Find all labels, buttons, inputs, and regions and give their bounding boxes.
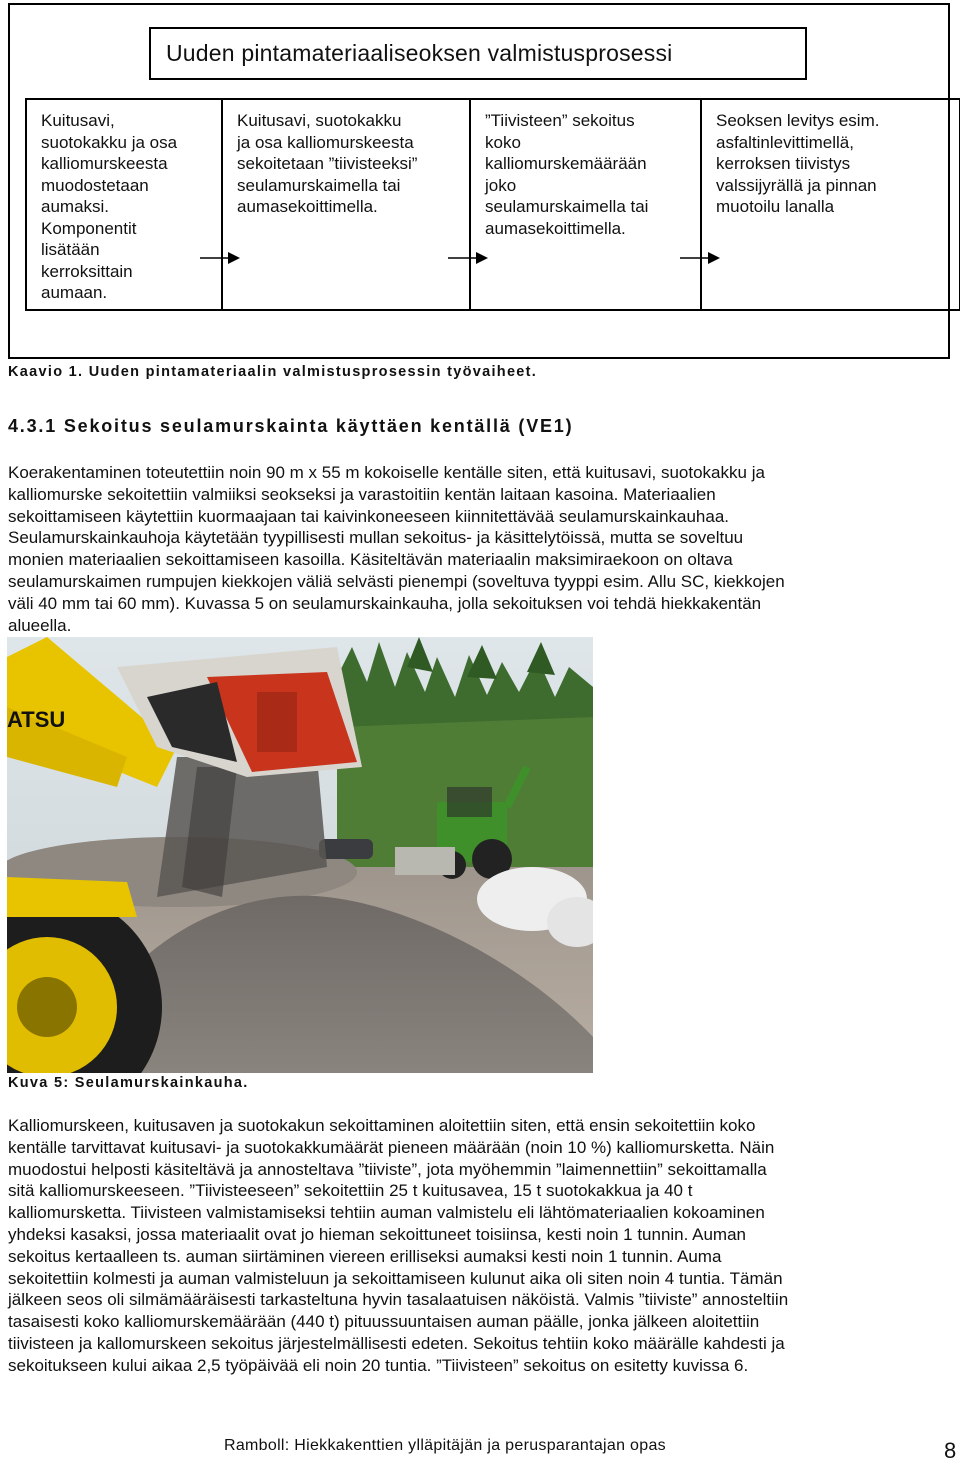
step-2-line: Kuitusavi, suotokakku	[237, 111, 402, 130]
step-4-line: asfaltinlevittimellä,	[716, 132, 854, 152]
paragraph-line: jälkeen seos oli silmämääräisesti tarkasteltuna hyvin tasalaatuisen näköistä. Valmis ”tiiviste” annosteltiin	[8, 1290, 789, 1310]
step-1-line: aumaksi.	[41, 197, 110, 216]
paragraph-line: monien materiaalien sekoittamiseen kasoilla. Käsiteltävän materiaalin maksimiraekoon on oltava	[8, 550, 733, 570]
step-1-line: aumaan.	[41, 283, 108, 302]
step-3-line: seulamurskaimella tai	[485, 197, 649, 216]
step-1-line: Komponentit	[41, 218, 137, 238]
section-heading: 4.3.1 Sekoitus seulamurskainta käyttäen kentällä (VE1)	[8, 416, 574, 436]
step-4-line: muotoilu lanalla	[716, 197, 835, 216]
step-1-line: kalliomurskeesta	[41, 154, 168, 173]
step-2-line: ja osa kalliomurskeesta	[237, 132, 414, 152]
loader-brand: ATSU	[7, 707, 66, 732]
process-diagram	[8, 3, 950, 359]
step-3-line: aumasekoittimella.	[485, 218, 626, 238]
step-3	[469, 100, 702, 309]
step-2	[221, 100, 471, 309]
step-1-line: Kuitusavi,	[41, 111, 115, 130]
paragraph-line: alueella.	[8, 615, 72, 635]
paragraph-line: Kalliomurskeen, kuitusaven ja suotokakun sekoittaminen aloitettiin siten, että ensin sekoitettiin koko	[8, 1116, 756, 1135]
flow-arrow-icon	[200, 251, 240, 265]
step-1-line: suotokakku ja osa	[41, 132, 178, 152]
paragraph-line: väli 40 mm tai 60 mm). Kuvassa 5 on seulamurskainkauha, jolla sekoituksen voi tehdä hiekkakentän	[8, 593, 762, 613]
step-3-line: kalliomurskemäärään	[485, 154, 647, 173]
paragraph-1	[8, 462, 952, 636]
step-2-line: seulamurskaimella tai	[237, 175, 401, 195]
paragraph-line: kalliomurske sekoitettiin valmiiksi seokseksi ja varastoitiin kentän laitaan kasoina. Materiaalien	[8, 484, 716, 504]
diagram-caption: Kaavio 1. Uuden pintamateriaalin valmistusprosessin työvaiheet.	[8, 364, 538, 380]
flow-arrow-icon	[448, 251, 488, 265]
step-4-line: kerroksen tiivistys	[716, 154, 851, 173]
step-3-line: joko	[485, 175, 517, 195]
paragraph-line: Koerakentaminen toteutettiin noin 90 m x 55 m kokoiselle kentälle siten, että kuitusavi, suotokakku ja	[8, 463, 765, 482]
step-2-line: aumasekoittimella.	[237, 197, 378, 216]
flow-arrow-icon	[680, 251, 720, 265]
paragraph-line: tasaisesti koko kalliomurskemäärään (440 t) pituussuuntaisen auman päälle, jonka jälkeen aloitettiin	[8, 1312, 760, 1332]
paragraph-line: Seulamurskainkauhoja käytetään tyypillisesti mullan sekoitus- ja käsittelytöissä, mutta se soveltuu	[8, 528, 744, 548]
paragraph-2	[8, 1115, 952, 1377]
paragraph-line: tiivisteen ja kallomurskeen sekoitus järjestelmällisesti edeten. Sekoitus tehtiin koko määrälle kahdesti ja	[8, 1333, 785, 1353]
step-1-line: muodostetaan	[41, 175, 149, 195]
screening-bucket-photo	[7, 637, 593, 1073]
paragraph-line: muodostui helposti käsiteltävä ja annosteltava ”tiiviste”, jota myöhemmin ”laimennettiin” sekoittamalla	[8, 1159, 767, 1179]
paragraph-line: sekoittamiseen käytettiin kuormaajaan tai kaivinkoneeseen kiinnitettävää seulamurskainkauhaa.	[8, 506, 730, 526]
paragraph-line: kentälle tarvittavat kuitusavi- ja suotokakkumäärät pieneen määrään (noin 10 %) kalliomursketta. Näin	[8, 1137, 775, 1157]
paragraph-line: sekoitus kertaalleen ts. auman siirtäminen viereen erilliseksi aumaksi kesti noin 1 tunnin. Auma	[8, 1246, 722, 1266]
step-3-line: koko	[485, 132, 521, 152]
diagram-title: Uuden pintamateriaaliseoksen valmistusprosessi	[149, 27, 807, 80]
step-4-line: valssijyrällä ja pinnan	[716, 175, 877, 195]
step-4-line: Seoksen levitys esim.	[716, 111, 880, 130]
paragraph-line: kalliomursketta. Tiivisteen valmistamiseksi tehtiin auman valmistelu eli lähtömateriaalien kokoaminen	[8, 1203, 765, 1223]
page-number: 8	[944, 1438, 957, 1463]
process-steps	[25, 98, 960, 311]
step-3-line: ”Tiivisteen” sekoitus	[485, 111, 635, 130]
step-1	[27, 100, 223, 309]
paragraph-line: sekoitettiin kolmesti ja auman valmisteluun ja sekoittamiseen kulunut aika oli siten noin 4 tuntia. Tämän	[8, 1268, 783, 1288]
step-2-line: sekoitetaan ”tiivisteeksi”	[237, 154, 418, 173]
step-4	[700, 100, 960, 309]
step-1-line: kerroksittain	[41, 261, 133, 281]
paragraph-line: sitä kalliomurskeeseen. ”Tiivisteeseen” sekoitettiin 25 t kuitusavea, 15 t suotokakkua ja 40 t	[8, 1181, 693, 1201]
paragraph-line: seulamurskaimen rumpujen kiekkojen väliä selvästi pienempi (soveltuva tyyppi esim. Allu SC, kiekkojen	[8, 571, 785, 591]
paragraph-line: sekoitukseen kului aikaa 2,5 työpäivää eli noin 20 tuntia. ”Tiivisteen” sekoitus on esitetty kuvissa 6.	[8, 1355, 749, 1375]
photo-caption: Kuva 5: Seulamurskainkauha.	[8, 1075, 249, 1091]
step-1-line: lisätään	[41, 240, 100, 259]
paragraph-line: yhdeksi kasaksi, jossa materiaalit ovat jo hieman sekoittuneet toisiinsa, kesti noin 1 tunnin. Auman	[8, 1224, 747, 1244]
page-footer: Ramboll: Hiekkakenttien ylläpitäjän ja perusparantajan opas	[224, 1437, 666, 1454]
